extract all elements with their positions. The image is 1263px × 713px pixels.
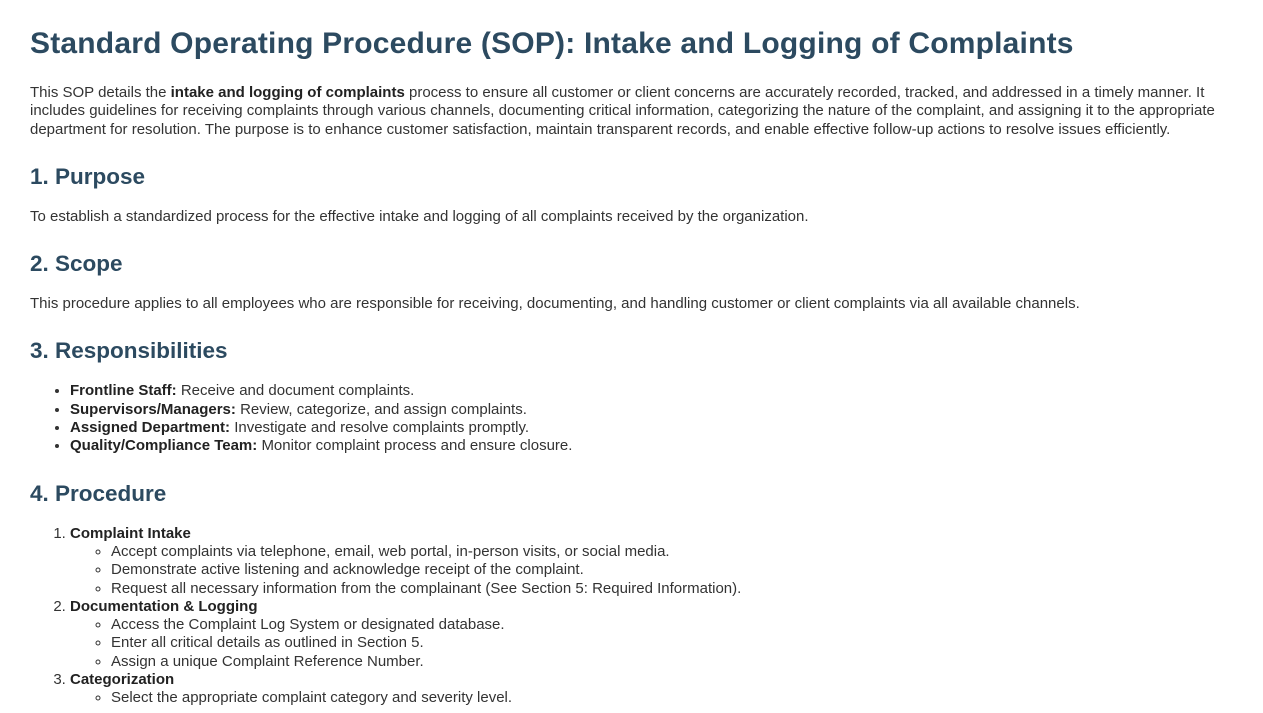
purpose-paragraph: To establish a standardized process for the effective intake and logging of all complaints received by the organization. [30,207,809,225]
page-title: Standard Operating Procedure (SOP): Intake and Logging of Complaints [30,27,1074,60]
responsibility-text: Monitor complaint process and ensure closure. [261,437,573,455]
procedure-substep-list [70,616,1228,671]
procedure-step [70,671,1228,708]
responsibility-item [70,419,1228,437]
procedure-substep: ◦ Select the appropriate complaint category and severity level. [111,689,1228,707]
procedure-step-title: Categorization [70,671,175,689]
procedure-substep: ◦ Request all necessary information from the complainant (See Section 5: Required Information). [111,580,1228,598]
intro-bold-phrase: intake and logging of complaints [170,84,405,101]
responsibility-text: Receive and document complaints. [180,382,415,400]
procedure-step-title: Documentation & Logging [70,597,258,615]
intro-text-after: process to ensure all customer or client concerns are accurately recorded, tracked, and addressed in a timely manner. It includes guidelines for receiving complaints through various channels, documenting critical information, categorizing the nature of the complaint, and assigning it to the appropriate department for resolution. The purpose is to enhance customer satisfaction, maintain transparent records, and enable effective follow-up actions to resolve issues efficiently. [30,84,1215,138]
responsibility-label: Supervisors/Managers: [70,400,236,418]
responsibility-text: Investigate and resolve complaints promptly. [234,419,530,437]
section-heading-purpose: 1. Purpose [30,163,146,189]
procedure-substep: ◦ Accept complaints via telephone, email, web portal, in-person visits, or social media. [111,543,1228,561]
procedure-substep: ◦ Access the Complaint Log System or designated database. [111,616,1228,634]
procedure-list [30,525,1228,708]
scope-paragraph: This procedure applies to all employees who are responsible for receiving, documenting, and handling customer or client complaints via all available channels. [30,295,1080,313]
responsibility-text: Review, categorize, and assign complaints. [240,400,527,418]
section-heading-procedure: 4. Procedure [30,480,167,506]
procedure-substep: ◦ Enter all critical details as outlined in Section 5. [111,634,1228,652]
responsibility-label: Quality/Compliance Team: [70,437,258,455]
responsibilities-list [30,382,1228,455]
responsibility-label: Frontline Staff: [70,382,177,400]
section-heading-scope: 2. Scope [30,251,123,277]
responsibility-item [70,382,1228,400]
intro-text-before: This SOP details the [30,84,171,101]
procedure-step [70,525,1228,598]
section-heading-responsibilities: 3. Responsibilities [30,338,228,364]
procedure-substep: ◦ Demonstrate active listening and acknowledge receipt of the complaint. [111,561,1228,579]
responsibility-item [70,401,1228,419]
procedure-substep-list [70,543,1228,598]
responsibility-item [70,437,1228,455]
procedure-substep: ◦ Assign a unique Complaint Reference Number. [111,653,1228,671]
procedure-step-title: Complaint Intake [70,524,191,542]
responsibility-label: Assigned Department: [70,419,231,437]
procedure-substep-list [70,689,1228,707]
intro-paragraph [30,84,1228,139]
procedure-step [70,598,1228,671]
